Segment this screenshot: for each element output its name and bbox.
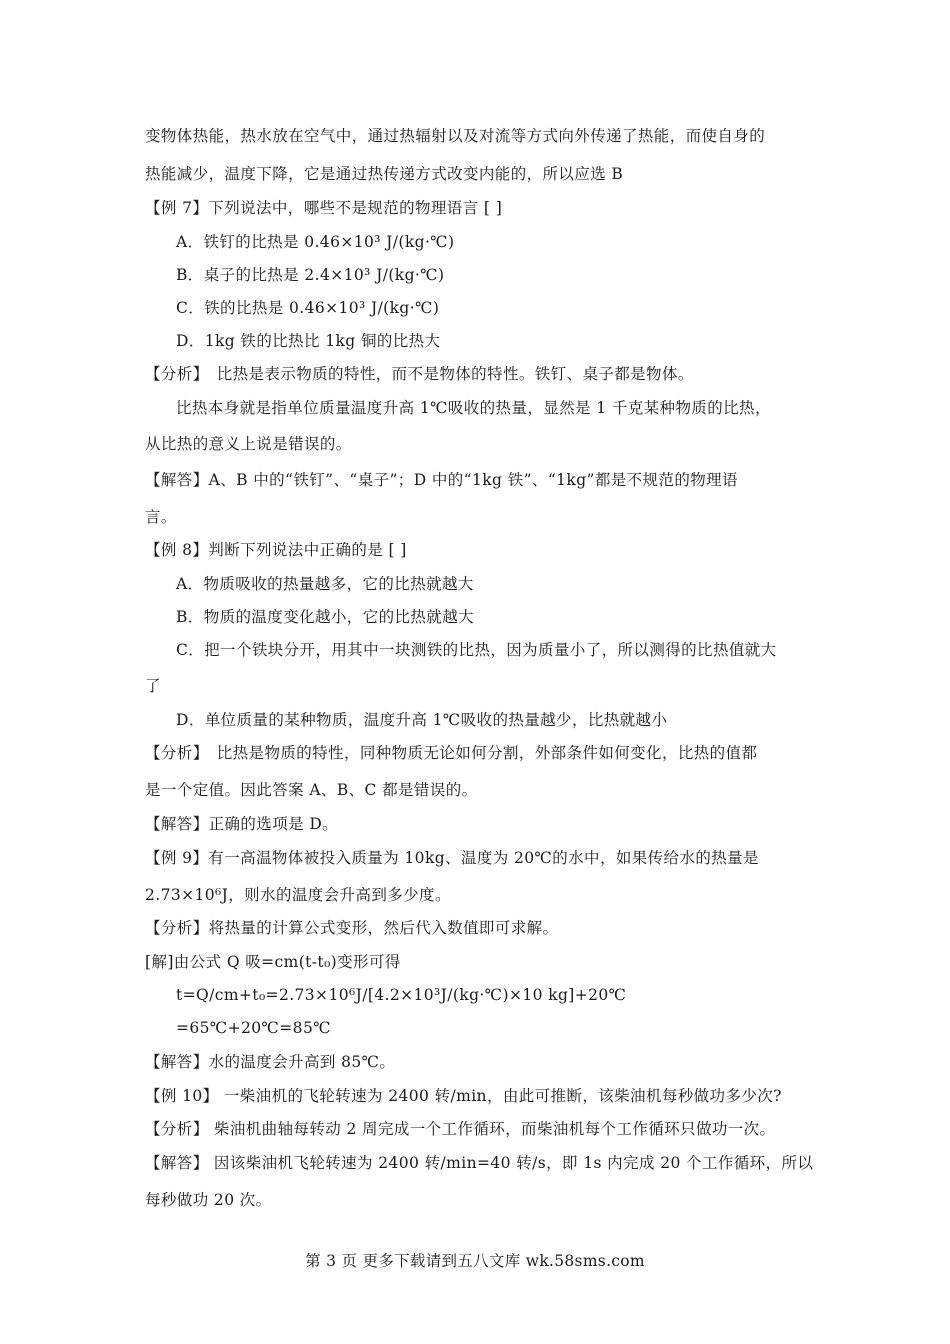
example-7-heading: 【例 7】下列说法中，哪些不是规范的物理语言 [ ]: [145, 199, 503, 217]
example-8-heading: 【例 8】判断下列说法中正确的是 [ ]: [145, 541, 407, 559]
analysis-line: 【分析】 比热是表示物质的特性，而不是物体的特性。铁钉、桌子都是物体。: [145, 365, 694, 383]
option-d: D．单位质量的某种物质，温度升高 1℃吸收的热量越少，比热就越小: [176, 711, 668, 729]
text-line: 每秒做功 20 次。: [145, 1191, 272, 1209]
example-9-heading: 【例 9】有一高温物体被投入质量为 10kg、温度为 20℃的水中，如果传给水的热量是: [145, 849, 759, 867]
option-c: C．铁的比热是 0.46×10³ J/(kg·℃): [176, 299, 440, 317]
analysis-line: 【分析】将热量的计算公式变形，然后代入数值即可求解。: [145, 919, 559, 937]
answer-line: 【解答】正确的选项是 D。: [145, 815, 339, 833]
option-b: B．桌子的比热是 2.4×10³ J/(kg·℃): [176, 266, 445, 284]
text-line: 是一个定值。因此答案 A、B、C 都是错误的。: [145, 781, 478, 799]
option-d: D．1kg 铁的比热比 1kg 铜的比热大: [176, 332, 441, 350]
formula-line: =65℃+20℃=85℃: [176, 1019, 331, 1037]
answer-line: 【解答】A、B 中的“铁钉”、“桌子”；D 中的“1kg 铁”、“1kg”都是不规范的物理语: [145, 471, 738, 489]
page-footer: 第 3 页 更多下载请到五八文库 wk.58sms.com: [305, 1252, 645, 1270]
option-a: A．物质吸收的热量越多，它的比热就越大: [176, 575, 474, 593]
analysis-line: 【分析】 比热是物质的特性，同种物质无论如何分割，外部条件如何变化，比热的值都: [145, 744, 758, 762]
text-line: 比热本身就是指单位质量温度升高 1℃吸收的热量，显然是 1 千克某种物质的比热，: [176, 399, 771, 417]
solution-line: [解]由公式 Q 吸=cm(t-t₀)变形可得: [145, 953, 401, 971]
text-line: 从比热的意义上说是错误的。: [145, 435, 352, 453]
text-line: 热能减少，温度下降，它是通过热传递方式改变内能的，所以应选 B: [145, 165, 624, 183]
option-b: B．物质的温度变化越小，它的比热就越大: [176, 608, 474, 626]
answer-line: 【解答】水的温度会升高到 85℃。: [145, 1053, 396, 1071]
text-line: 2.73×10⁶J，则水的温度会升高到多少度。: [145, 886, 451, 904]
text-line: 变物体热能，热水放在空气中，通过热辐射以及对流等方式向外传递了热能，而使自身的: [145, 127, 766, 145]
text-line: 言。: [145, 508, 177, 526]
analysis-line: 【分析】 柴油机曲轴每转动 2 周完成一个工作循环，而柴油机每个工作循环只做功一次。: [145, 1120, 776, 1138]
text-line: 了: [145, 677, 161, 695]
example-10-heading: 【例 10】 一柴油机的飞轮转速为 2400 转/min，由此可推断，该柴油机每秒做功多少次?: [145, 1087, 782, 1105]
formula-line: t=Q/cm+t₀=2.73×10⁶J/[4.2×10³J/(kg·℃)×10 kg]+20℃: [176, 986, 627, 1004]
answer-line: 【解答】 因该柴油机飞轮转速为 2400 转/min=40 转/s，即 1s 内完成 20 个工作循环，所以: [145, 1154, 814, 1172]
option-c: C．把一个铁块分开，用其中一块测铁的比热，因为质量小了，所以测得的比热值就大: [176, 641, 777, 659]
option-a: A．铁钉的比热是 0.46×10³ J/(kg·℃): [176, 233, 455, 251]
